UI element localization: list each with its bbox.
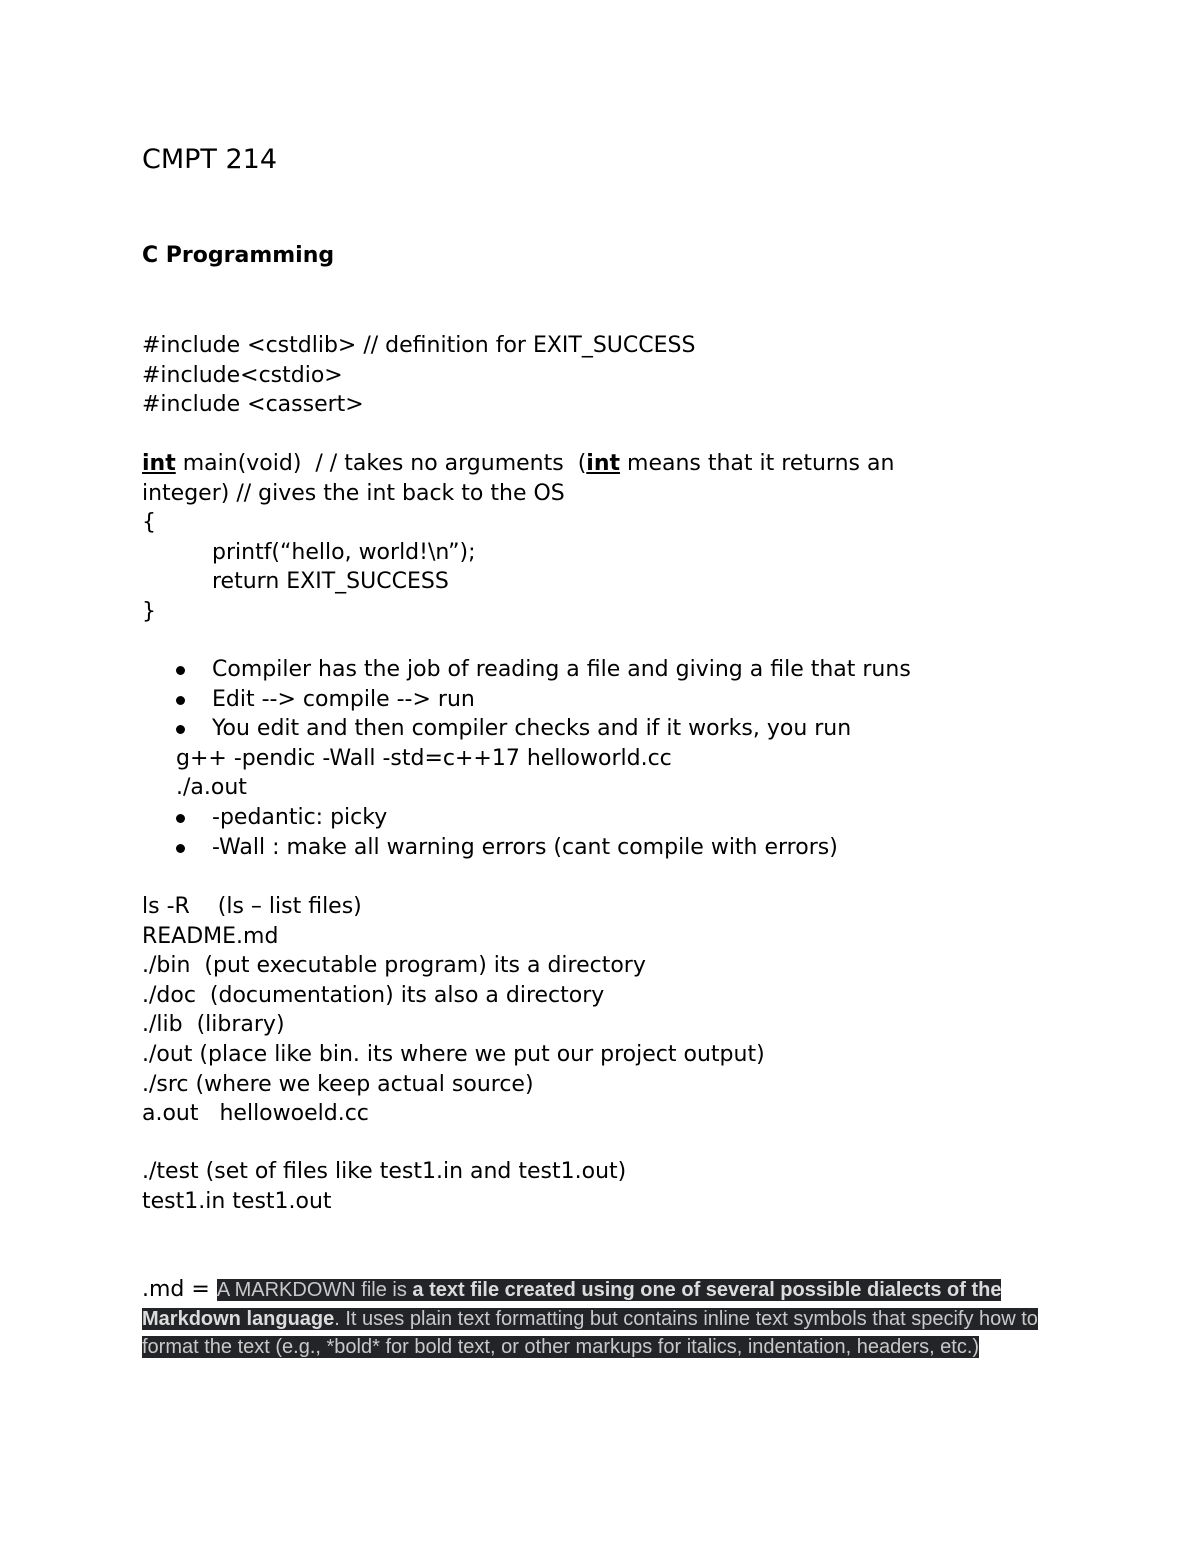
bullet-icon — [176, 666, 185, 675]
text-line: ./test (set of files like test1.in and test1.out) — [142, 1159, 627, 1184]
close-brace: } — [142, 598, 156, 624]
list-item: Edit --> compile --> run — [142, 685, 911, 715]
main-signature-text: main(void) / / takes no arguments ( — [175, 451, 587, 476]
ls-block — [142, 892, 765, 1129]
main-function-block — [142, 449, 894, 627]
keyword-int: int — [142, 451, 176, 476]
command-line: g++ -pendic -Wall -std=c++17 helloworld.cc — [176, 745, 672, 771]
page-title: CMPT 214 — [142, 144, 278, 175]
code-line: return EXIT_SUCCESS — [212, 569, 449, 595]
list-item: Compiler has the job of reading a file and giving a file that runs — [142, 655, 911, 685]
text-line: README.md — [142, 923, 279, 949]
include-line: #include <cstdlib> // definition for EXIT_SUCCESS — [142, 333, 696, 358]
text-line: test1.in test1.out — [142, 1188, 332, 1214]
section-heading: C Programming — [142, 243, 335, 268]
list-item: -Wall : make all warning errors (cant compile with errors) — [142, 833, 911, 863]
highlighted-definition: A MARKDOWN file is a text file created using one of several possible dialects of the Markdown language. It uses plain text formatting but contains inline text symbols that specify how to format the text (e.g., *bold* for bold text, or other markups for italics, indentation, headers, etc.) — [142, 1279, 1038, 1358]
list-item: -pedantic: picky — [142, 803, 911, 833]
command-line: ./a.out — [176, 775, 247, 801]
include-line: #include <cassert> — [142, 392, 364, 418]
text-line: ./src (where we keep actual source) — [142, 1071, 534, 1097]
bullet-icon — [176, 725, 185, 734]
text-line: a.out hellowoeld.cc — [142, 1101, 369, 1127]
main-comment-line: integer) // gives the int back to the OS — [142, 480, 565, 506]
include-block — [142, 331, 695, 420]
text-line: ./lib (library) — [142, 1012, 285, 1038]
md-label: .md = — [142, 1277, 217, 1302]
main-signature-tail: means that it returns an — [620, 451, 895, 476]
main-signature-line — [142, 449, 894, 479]
bullet-icon — [176, 814, 185, 823]
text-line: ls -R (ls – list files) — [142, 894, 362, 919]
test-block — [142, 1157, 626, 1216]
text-line: ./out (place like bin. its where we put our project output) — [142, 1041, 765, 1067]
markdown-definition — [142, 1276, 1062, 1362]
code-line: printf(“hello, world!\n”); — [212, 539, 476, 565]
text-line: ./doc (documentation) its also a directory — [142, 982, 605, 1008]
bullet-icon — [176, 844, 185, 853]
include-line: #include<cstdio> — [142, 362, 343, 388]
text-line: ./bin (put executable program) its a directory — [142, 953, 646, 979]
list-item: You edit and then compiler checks and if it works, you run — [142, 714, 911, 744]
open-brace: { — [142, 510, 156, 536]
keyword-int: int — [586, 451, 621, 476]
notes-block — [142, 655, 911, 862]
bullet-icon — [176, 696, 185, 705]
